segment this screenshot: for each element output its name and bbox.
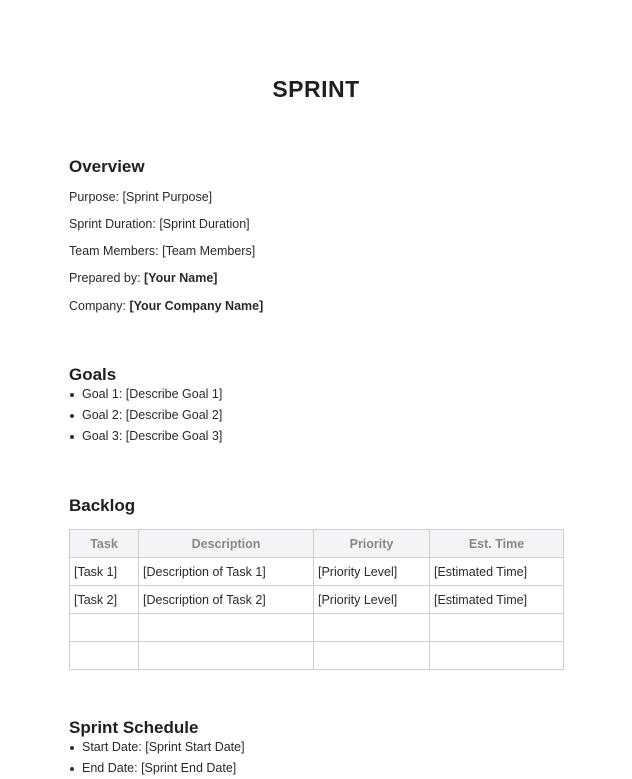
purpose-value: [Sprint Purpose] (122, 190, 213, 204)
purpose-line (69, 190, 212, 204)
list-item (69, 737, 245, 758)
table-cell (70, 614, 139, 642)
bullet-icon (70, 767, 74, 771)
prepared-line (69, 271, 217, 285)
table-row (70, 614, 564, 642)
backlog-heading: Backlog (69, 496, 136, 515)
table-cell (430, 642, 564, 670)
table-cell (139, 614, 314, 642)
table-row (70, 558, 564, 586)
bullet-icon (70, 393, 74, 397)
schedule-list (69, 737, 245, 779)
team-value: [Team Members] (162, 244, 256, 258)
goals-heading: Goals (69, 365, 117, 384)
company-value: [Your Company Name] (129, 299, 264, 313)
table-cell: [Priority Level] (314, 586, 430, 614)
table-cell (314, 642, 430, 670)
table-header-row (70, 530, 564, 558)
bullet-icon (70, 746, 74, 750)
document-title: SPRINT (272, 76, 360, 102)
table-cell (430, 614, 564, 642)
schedule-end-text: End Date: [Sprint End Date] (82, 761, 237, 775)
column-header-task: Task (70, 530, 139, 558)
prepared-value: [Your Name] (144, 271, 218, 285)
table-cell: [Task 1] (70, 558, 139, 586)
goals-list (69, 384, 222, 447)
goal-text: Goal 3: [Describe Goal 3] (82, 429, 223, 443)
goal-text: Goal 1: [Describe Goal 1] (82, 387, 223, 401)
team-line (69, 244, 255, 258)
bullet-icon (70, 435, 74, 439)
column-header-priority: Priority (314, 530, 430, 558)
duration-value: [Sprint Duration] (159, 217, 250, 231)
list-item (69, 426, 222, 447)
company-label: Company: (69, 299, 130, 313)
table-cell (314, 614, 430, 642)
table-cell: [Priority Level] (314, 558, 430, 586)
team-label: Team Members: (69, 244, 163, 258)
prepared-label: Prepared by: (69, 271, 145, 285)
duration-line (69, 217, 250, 231)
table-row (70, 642, 564, 670)
list-item (69, 384, 222, 405)
table-cell: [Estimated Time] (430, 558, 564, 586)
overview-heading: Overview (69, 157, 145, 176)
bullet-icon (70, 414, 74, 418)
backlog-table (69, 529, 564, 670)
purpose-label: Purpose: (69, 190, 123, 204)
company-line (69, 299, 263, 313)
list-item (69, 405, 222, 426)
table-cell: [Description of Task 2] (139, 586, 314, 614)
table-cell: [Task 2] (70, 586, 139, 614)
table-cell (70, 642, 139, 670)
table-cell: [Estimated Time] (430, 586, 564, 614)
column-header-description: Description (139, 530, 314, 558)
table-cell: [Description of Task 1] (139, 558, 314, 586)
goal-text: Goal 2: [Describe Goal 2] (82, 408, 223, 422)
column-header-est-time: Est. Time (430, 530, 564, 558)
table-cell (139, 642, 314, 670)
duration-label: Sprint Duration: (69, 217, 160, 231)
schedule-start-text: Start Date: [Sprint Start Date] (82, 740, 245, 754)
schedule-heading: Sprint Schedule (69, 718, 199, 737)
table-row (70, 586, 564, 614)
